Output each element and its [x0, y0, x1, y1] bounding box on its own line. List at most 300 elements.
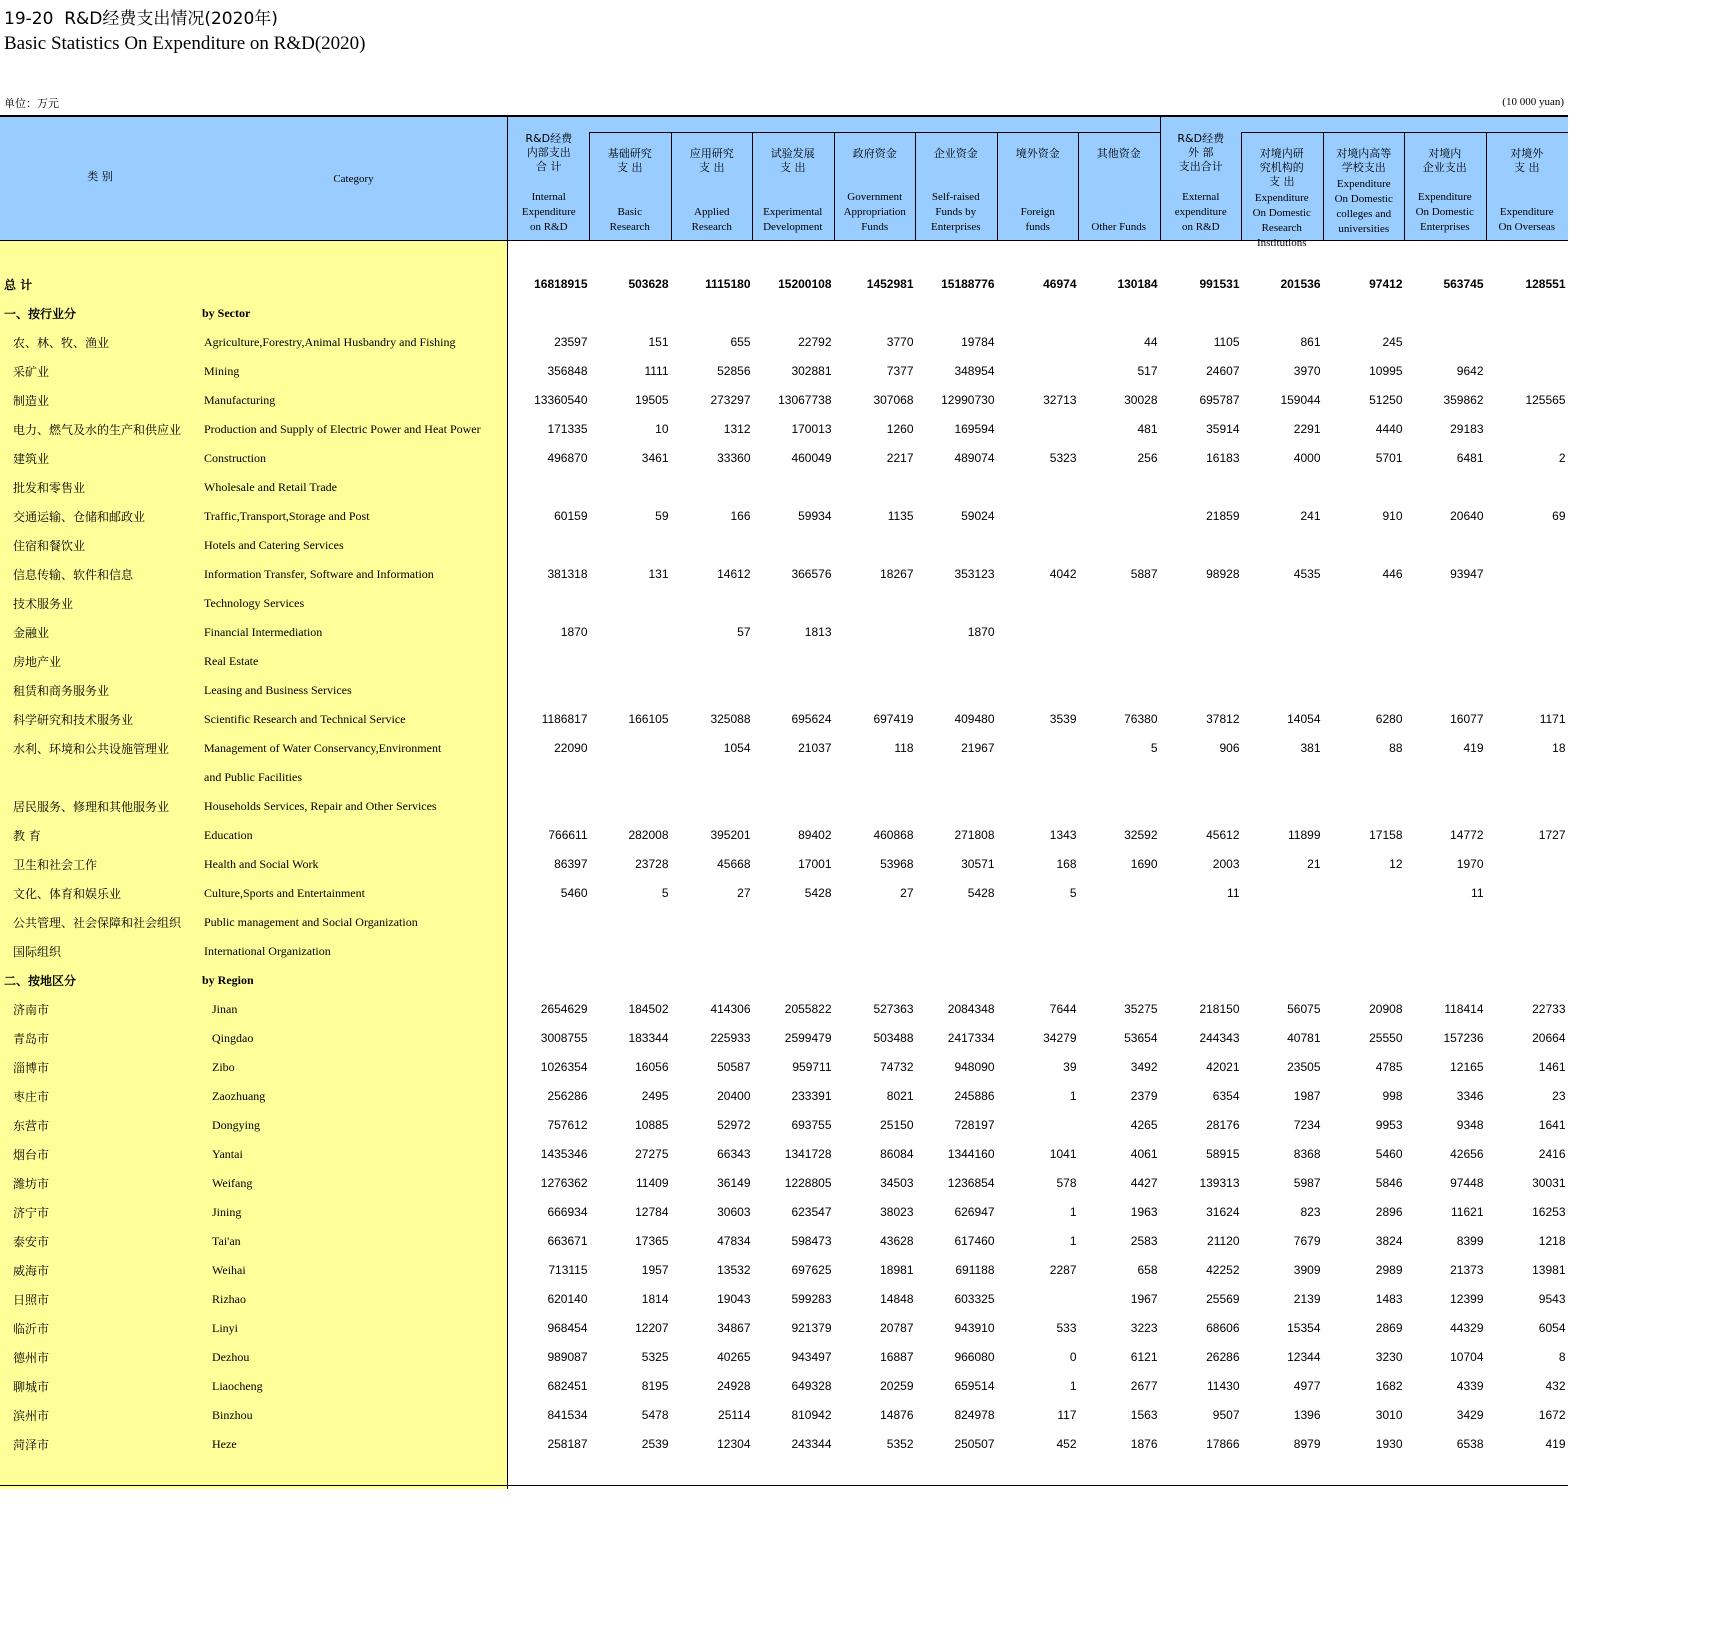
table-cell: 943497: [791, 1350, 832, 1364]
table-cell: 250507: [954, 1437, 995, 1451]
table-cell: 166: [730, 509, 751, 523]
table-cell: 23505: [1287, 1060, 1321, 1074]
table-cell: 578: [1056, 1176, 1077, 1190]
table-cell: 1236854: [947, 1176, 995, 1190]
header-col-cn: R&D经费 外 部 支出合计: [1177, 132, 1225, 173]
row-label-en: Manufacturing: [204, 393, 276, 407]
table-cell: 39: [1063, 1060, 1077, 1074]
table-cell: 5: [1150, 741, 1158, 755]
table-row: [0, 1226, 1568, 1255]
table-cell: 5987: [1293, 1176, 1321, 1190]
table-cell: 6481: [1456, 451, 1484, 465]
table-cell: 58915: [1206, 1147, 1240, 1161]
header-col-en: Government Appropriation Funds: [843, 191, 906, 233]
table-cell: 452: [1056, 1437, 1077, 1451]
table-cell: 9507: [1212, 1408, 1240, 1422]
row-label-en: Dongying: [212, 1118, 260, 1132]
table-cell: 1641: [1538, 1118, 1566, 1132]
table-cell: 86084: [880, 1147, 914, 1161]
row-label-en: by Sector: [202, 306, 251, 320]
table-cell: 2379: [1130, 1089, 1158, 1103]
table-cell: 1452981: [866, 277, 914, 291]
table-cell: 1727: [1538, 828, 1566, 842]
table-cell: 989087: [547, 1350, 588, 1364]
table-cell: 948090: [954, 1060, 995, 1074]
table-cell: 3010: [1375, 1408, 1403, 1422]
table-cell: 3770: [886, 335, 914, 349]
header-col-en: External expenditure on R&D: [1174, 191, 1227, 233]
table-cell: 663671: [547, 1234, 588, 1248]
table-cell: 432: [1545, 1379, 1566, 1393]
table-cell: 10704: [1450, 1350, 1484, 1364]
table-cell: 68606: [1206, 1321, 1240, 1335]
header-col-cn: 对境内 企业支出: [1422, 147, 1467, 174]
table-cell: 766611: [548, 828, 588, 842]
table-cell: 1054: [723, 741, 751, 755]
row-label-cn: 建筑业: [13, 452, 50, 466]
table-cell: 16183: [1206, 451, 1240, 465]
table-cell: 356848: [547, 364, 588, 378]
table-cell: 10995: [1369, 364, 1403, 378]
header-col-cn: 境外资金: [1015, 147, 1060, 160]
row-label-en: Information Transfer, Software and Information: [204, 567, 434, 581]
header-col-en: Expenditure On Domestic colleges and universities: [1334, 178, 1393, 235]
table-cell: 5460: [1375, 1147, 1403, 1161]
table-cell: 60159: [554, 509, 588, 523]
row-label-cn: 烟台市: [13, 1148, 50, 1162]
table-cell: 695624: [791, 712, 832, 726]
table-cell: 906: [1219, 741, 1240, 755]
table-cell: 11621: [1451, 1205, 1484, 1219]
table-cell: 16818915: [534, 277, 588, 291]
table-cell: 52972: [717, 1118, 751, 1132]
table-cell: 23728: [635, 857, 669, 871]
table-cell: 5: [1069, 886, 1077, 900]
table-row: [0, 1023, 1568, 1052]
table-cell: 8399: [1456, 1234, 1484, 1248]
table-cell: 2495: [641, 1089, 669, 1103]
table-cell: 22090: [554, 741, 588, 755]
table-cell: 419: [1463, 741, 1484, 755]
table-cell: 9348: [1456, 1118, 1484, 1132]
table-cell: 7377: [886, 364, 914, 378]
table-cell: 5428: [804, 886, 832, 900]
row-label-cn: 住宿和餐饮业: [13, 539, 86, 553]
table-cell: 130184: [1117, 277, 1158, 291]
table-cell: 12784: [635, 1205, 669, 1219]
table-cell: 151: [648, 335, 669, 349]
table-cell: 697625: [791, 1263, 832, 1277]
table-cell: 5352: [886, 1437, 914, 1451]
table-cell: 617460: [954, 1234, 995, 1248]
header-col-en: Foreign funds: [1020, 206, 1055, 233]
table-cell: 25150: [880, 1118, 914, 1132]
table-row: [0, 1400, 1568, 1429]
table-cell: 5887: [1130, 567, 1158, 581]
table-cell: 966080: [954, 1350, 995, 1364]
table-cell: 4000: [1293, 451, 1321, 465]
table-cell: 2139: [1293, 1292, 1321, 1306]
row-label-cn: 菏泽市: [13, 1438, 50, 1452]
header-col-cn: R&D经费 内部支出 合 计: [525, 132, 573, 173]
table-cell: 34867: [717, 1321, 751, 1335]
table-cell: 3346: [1456, 1089, 1484, 1103]
row-label-cn: 农、林、牧、渔业: [13, 336, 110, 350]
row-label-cn: 水利、环境和公共设施管理业: [13, 742, 170, 756]
table-cell: 69: [1552, 509, 1566, 523]
table-cell: 10885: [635, 1118, 669, 1132]
table-cell: 11899: [1288, 828, 1321, 842]
table-cell: 481: [1137, 422, 1158, 436]
table-cell: 8195: [641, 1379, 669, 1393]
table-row: [0, 1313, 1568, 1342]
row-label-cn: 二、按地区分: [4, 974, 77, 988]
table-cell: 1876: [1130, 1437, 1158, 1451]
table-cell: 2677: [1130, 1379, 1158, 1393]
table-cell: 4440: [1375, 422, 1403, 436]
table-cell: 26286: [1206, 1350, 1240, 1364]
row-label-en: Technology Services: [204, 596, 305, 610]
row-label-en: Culture,Sports and Entertainment: [204, 886, 365, 900]
table-cell: 325088: [710, 712, 751, 726]
table-cell: 56075: [1287, 1002, 1321, 1016]
table-cell: 2084348: [947, 1002, 995, 1016]
table-row: [0, 1429, 1568, 1458]
table-cell: 4427: [1130, 1176, 1158, 1190]
table-row: [0, 588, 1568, 617]
table-cell: 1: [1069, 1205, 1077, 1219]
table-row: [0, 965, 1568, 994]
table-cell: 3492: [1130, 1060, 1158, 1074]
table-cell: 97448: [1450, 1176, 1484, 1190]
row-label-en: Traffic,Transport,Storage and Post: [204, 509, 370, 523]
row-label-en: Hotels and Catering Services: [204, 538, 344, 552]
table-cell: 12: [1389, 857, 1403, 871]
table-cell: 12207: [635, 1321, 669, 1335]
table-cell: 1171: [1539, 712, 1566, 726]
table-cell: 2989: [1375, 1263, 1403, 1277]
table-cell: 823: [1300, 1205, 1321, 1219]
table-cell: 57: [737, 625, 751, 639]
header-col-cn: 应用研究 支 出: [689, 147, 734, 174]
table-cell: 201536: [1280, 277, 1321, 291]
header-col-4: [752, 117, 834, 241]
row-label-cn: 金融业: [13, 626, 50, 640]
table-cell: 16056: [635, 1060, 669, 1074]
table-cell: 15200108: [778, 277, 832, 291]
table-cell: 910: [1382, 509, 1403, 523]
table-cell: 12344: [1287, 1350, 1321, 1364]
table-cell: 682451: [547, 1379, 588, 1393]
table-cell: 3970: [1293, 364, 1321, 378]
table-row: [0, 1255, 1568, 1284]
table-cell: 218150: [1199, 1002, 1240, 1016]
table-cell: 53968: [880, 857, 914, 871]
row-label-cn: 制造业: [13, 394, 50, 408]
table-cell: 45668: [717, 857, 751, 871]
table-cell: 3909: [1293, 1263, 1321, 1277]
table-cell: 503488: [873, 1031, 914, 1045]
table-cell: 27: [900, 886, 914, 900]
header-col-en: Internal Expenditure on R&D: [521, 191, 576, 233]
table-cell: 414306: [710, 1002, 751, 1016]
table-cell: 1276362: [540, 1176, 588, 1190]
header-col-cn: 对境内高等 学校支出: [1336, 147, 1392, 174]
table-cell: 20664: [1532, 1031, 1566, 1045]
table-cell: 44: [1144, 335, 1158, 349]
table-cell: 2217: [886, 451, 914, 465]
table-cell: 921379: [791, 1321, 832, 1335]
table-row: [0, 501, 1568, 530]
row-label-cn: 济南市: [13, 1003, 50, 1017]
table-cell: 11430: [1207, 1379, 1240, 1393]
table-cell: 446: [1382, 567, 1403, 581]
table-cell: 12165: [1450, 1060, 1484, 1074]
table-cell: 943910: [954, 1321, 995, 1335]
table-cell: 4977: [1293, 1379, 1321, 1393]
table-cell: 14054: [1287, 712, 1321, 726]
table-cell: 2055822: [784, 1002, 832, 1016]
table-cell: 233391: [791, 1089, 832, 1103]
table-cell: 40265: [717, 1350, 751, 1364]
row-label-en: Qingdao: [212, 1031, 254, 1045]
table-cell: 998: [1382, 1089, 1403, 1103]
table-cell: 11: [1227, 886, 1240, 900]
table-cell: 21373: [1450, 1263, 1484, 1277]
table-cell: 1483: [1375, 1292, 1403, 1306]
header-col-en: Other Funds: [1091, 221, 1147, 233]
table-cell: 527363: [873, 1002, 914, 1016]
row-label-en: Jinan: [212, 1002, 238, 1016]
table-cell: 23: [1552, 1089, 1566, 1103]
table-cell: 810942: [791, 1408, 832, 1422]
table-cell: 14772: [1450, 828, 1484, 842]
table-cell: 658: [1137, 1263, 1158, 1277]
table-cell: 245886: [954, 1089, 995, 1103]
table-row: [0, 1139, 1568, 1168]
table-row: [0, 1342, 1568, 1371]
table-cell: 1814: [641, 1292, 669, 1306]
table-row: [0, 907, 1568, 936]
row-label-cn: 济宁市: [13, 1206, 50, 1220]
row-label-en: Liaocheng: [212, 1379, 263, 1393]
row-label-en: Weifang: [212, 1176, 253, 1190]
row-label-en: Jining: [212, 1205, 242, 1219]
table-cell: 171335: [547, 422, 588, 436]
table-cell: 31624: [1206, 1205, 1240, 1219]
table-cell: 3429: [1456, 1408, 1484, 1422]
table-cell: 35914: [1206, 422, 1240, 436]
table-cell: 13360540: [534, 393, 588, 407]
table-cell: 8368: [1293, 1147, 1321, 1161]
row-label-cn: 威海市: [13, 1264, 50, 1278]
table-cell: 395201: [710, 828, 751, 842]
table-cell: 21859: [1206, 509, 1240, 523]
header-col-10: [1241, 117, 1323, 249]
table-cell: 139313: [1199, 1176, 1240, 1190]
table-cell: 18: [1552, 741, 1566, 755]
table-cell: 366576: [791, 567, 832, 581]
header-col-8: [1078, 117, 1160, 241]
table-cell: 8979: [1293, 1437, 1321, 1451]
row-label-cn: 日照市: [13, 1293, 50, 1307]
table-row: [0, 298, 1568, 327]
table-cell: 18981: [880, 1263, 914, 1277]
table-row: [0, 327, 1568, 356]
table-cell: 1135: [887, 509, 914, 523]
row-label-cn: 技术服务业: [13, 597, 74, 611]
row-label-cn: 临沂市: [13, 1322, 50, 1336]
table-cell: 563745: [1443, 277, 1484, 291]
table-cell: 1870: [967, 625, 995, 639]
table-cell: 302881: [791, 364, 832, 378]
table-cell: 959711: [792, 1060, 832, 1074]
table-cell: 2869: [1375, 1321, 1403, 1335]
row-label-en: Linyi: [212, 1321, 238, 1335]
row-label-cn: 枣庄市: [13, 1090, 50, 1104]
table-row: [0, 820, 1568, 849]
table-cell: 30603: [717, 1205, 751, 1219]
table-cell: 1930: [1375, 1437, 1403, 1451]
row-label-cn: 公共管理、社会保障和社会组织: [13, 916, 182, 930]
table-cell: 42252: [1206, 1263, 1240, 1277]
header-col-en: Expenditure On Domestic Enterprises: [1415, 191, 1474, 233]
table-cell: 166105: [628, 712, 669, 726]
row-label-cn: 信息传输、软件和信息: [13, 568, 134, 582]
table-cell: 93947: [1450, 567, 1484, 581]
table-cell: 841534: [547, 1408, 588, 1422]
table-row: [0, 675, 1568, 704]
header-col-3: [671, 117, 753, 241]
table-cell: 66343: [717, 1147, 751, 1161]
table-cell: 38023: [880, 1205, 914, 1219]
table-row: [0, 617, 1568, 646]
table-cell: 36149: [717, 1176, 751, 1190]
table-cell: 10: [655, 422, 669, 436]
table-cell: 21967: [961, 741, 995, 755]
row-label-en: Dezhou: [212, 1350, 250, 1364]
table-cell: 118414: [1444, 1002, 1484, 1016]
table-cell: 256286: [547, 1089, 588, 1103]
row-label-cn: 交通运输、仓储和邮政业: [13, 510, 146, 524]
table-cell: 1870: [560, 625, 588, 639]
table-cell: 1987: [1293, 1089, 1321, 1103]
table-cell: 30028: [1124, 393, 1158, 407]
table-cell: 381: [1300, 741, 1321, 755]
row-label-cn: 批发和零售业: [13, 481, 86, 495]
table-cell: 1813: [804, 625, 832, 639]
header-col-en: Basic Research: [609, 206, 650, 233]
table-cell: 13532: [717, 1263, 751, 1277]
table-cell: 359862: [1443, 393, 1484, 407]
table-cell: 1957: [641, 1263, 669, 1277]
table-cell: 2: [1558, 451, 1566, 465]
table-cell: 16077: [1450, 712, 1484, 726]
row-label-en: Heze: [212, 1437, 237, 1451]
header-col-11: [1323, 117, 1405, 241]
row-label-cn: 德州市: [13, 1351, 50, 1365]
row-label-en: Tai'an: [212, 1234, 241, 1248]
table-cell: 14848: [880, 1292, 914, 1306]
table-cell: 86397: [554, 857, 588, 871]
table-cell: 5478: [641, 1408, 669, 1422]
table-cell: 11409: [636, 1176, 669, 1190]
table-cell: 8: [1558, 1350, 1566, 1364]
table-cell: 168: [1056, 857, 1077, 871]
table-cell: 74732: [880, 1060, 914, 1074]
table-cell: 20640: [1450, 509, 1484, 523]
table-cell: 6054: [1538, 1321, 1566, 1335]
table-cell: 19784: [961, 335, 995, 349]
table-row: [0, 936, 1568, 965]
table-cell: 1260: [886, 422, 914, 436]
table-cell: 45612: [1206, 828, 1240, 842]
row-label-en: Binzhou: [212, 1408, 253, 1422]
table-cell: 12304: [717, 1437, 751, 1451]
table-cell: 170013: [791, 422, 832, 436]
row-label-en: Mining: [204, 364, 240, 378]
table-cell: 20787: [880, 1321, 914, 1335]
row-label-en: International Organization: [204, 944, 331, 958]
table-cell: 1228805: [784, 1176, 832, 1190]
table-cell: 598473: [791, 1234, 832, 1248]
table-cell: 19505: [635, 393, 669, 407]
table-cell: 1435346: [540, 1147, 588, 1161]
table-row: [0, 849, 1568, 878]
table-cell: 59024: [961, 509, 995, 523]
header-col-en: Expenditure On Overseas: [1498, 206, 1555, 233]
table-cell: 419: [1545, 1437, 1566, 1451]
header-col-cn: 企业资金: [933, 147, 978, 160]
table-cell: 1343: [1049, 828, 1077, 842]
table-cell: 131: [648, 567, 669, 581]
table-cell: 21120: [1207, 1234, 1240, 1248]
table-row: [0, 878, 1568, 907]
table-cell: 757612: [547, 1118, 588, 1132]
table-cell: 5701: [1375, 451, 1403, 465]
row-label-en: Education: [204, 828, 253, 842]
table-cell: 626947: [954, 1205, 995, 1219]
table-cell: 691188: [955, 1263, 995, 1277]
table-cell: 25569: [1206, 1292, 1240, 1306]
table-cell: 17158: [1369, 828, 1403, 842]
table-cell: 7679: [1293, 1234, 1321, 1248]
table-cell: 243344: [791, 1437, 832, 1451]
table-cell: 666934: [547, 1205, 588, 1219]
table-cell: 1115180: [705, 277, 751, 291]
row-label-cn: 国际组织: [13, 945, 62, 959]
table-row: [0, 472, 1568, 501]
table-cell: 244343: [1199, 1031, 1240, 1045]
header-col-7: [997, 117, 1079, 241]
table-cell: 4042: [1049, 567, 1077, 581]
table-cell: 695787: [1199, 393, 1240, 407]
row-label-en: Agriculture,Forestry,Animal Husbandry and Fishing: [204, 335, 456, 349]
table-cell: 13981: [1532, 1263, 1566, 1277]
table-cell: 256: [1137, 451, 1158, 465]
table-row: [0, 791, 1568, 820]
header-col-13: [1486, 117, 1568, 241]
table-cell: 2287: [1049, 1263, 1077, 1277]
row-label-cn: 滨州市: [13, 1409, 50, 1423]
table-cell: 603325: [954, 1292, 995, 1306]
table-cell: 713115: [548, 1263, 588, 1277]
table-cell: 46974: [1043, 277, 1077, 291]
table-cell: 97412: [1369, 277, 1403, 291]
table-cell: 2654629: [540, 1002, 588, 1016]
table-cell: 381318: [547, 567, 588, 581]
table-cell: 517: [1137, 364, 1158, 378]
